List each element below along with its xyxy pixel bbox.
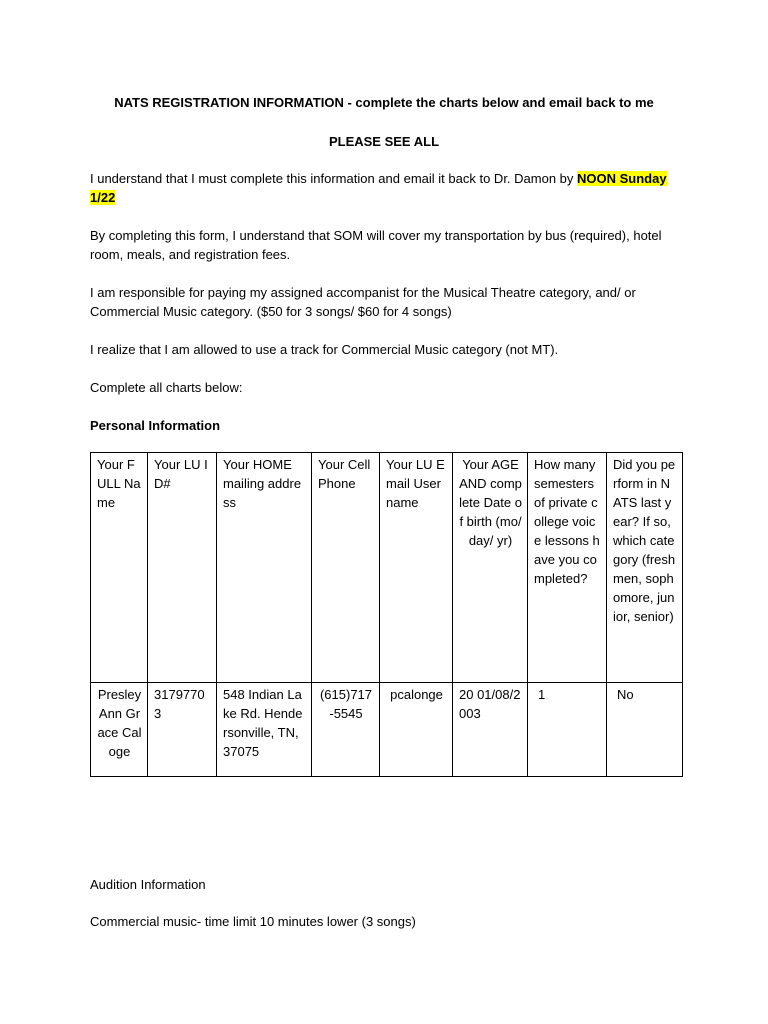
- header-semesters: How many semesters of private college voice lessons have you completed?: [528, 453, 607, 683]
- deadline-highlight: NOON Sunday 1/22: [90, 171, 667, 205]
- coverage-paragraph: By completing this form, I understand that SOM will cover my transportation by bus (required), hotel room, meals, and registration fees.: [90, 228, 662, 262]
- header-full-name: Your FULL Name: [91, 453, 148, 683]
- cell-home-address[interactable]: 548 Indian Lake Rd. Hendersonville, TN, 37075: [217, 683, 312, 777]
- header-nats-last-year: Did you perform in NATS last year? If so, which category (freshmen, sophomore, junior, senior): [607, 453, 683, 683]
- cell-full-name[interactable]: Presley Ann Grace Caloge: [91, 683, 148, 777]
- table-row: [91, 683, 683, 777]
- header-age-dob: Your AGE AND complete Date of birth (mo/ day/ yr): [453, 453, 528, 683]
- deadline-text: I understand that I must complete this information and email it back to Dr. Damon by: [90, 171, 578, 186]
- cell-lu-id[interactable]: 31797703: [148, 683, 217, 777]
- document-title: NATS REGISTRATION INFORMATION - complete the charts below and email back to me: [114, 95, 654, 110]
- document-subtitle: PLEASE SEE ALL: [328, 134, 440, 149]
- accompanist-paragraph: I am responsible for paying my assigned accompanist for the Musical Theatre category, and/ or Commercial Music category. ($50 for 3 songs/ $60 for 4 songs): [90, 285, 636, 319]
- cell-email-username[interactable]: pcalonge: [380, 683, 453, 777]
- personal-info-heading: Personal Information: [90, 418, 221, 433]
- deadline-paragraph: [90, 169, 680, 207]
- commercial-music-line: Commercial music- time limit 10 minutes lower (3 songs): [90, 914, 416, 929]
- track-paragraph: I realize that I am allowed to use a track for Commercial Music category (not MT).: [90, 342, 559, 357]
- header-lu-id: Your LU ID#: [148, 453, 217, 683]
- cell-nats-last-year[interactable]: No: [607, 683, 683, 777]
- audition-info-heading: Audition Information: [90, 877, 206, 892]
- cell-age-dob[interactable]: 20 01/08/2003: [453, 683, 528, 777]
- cell-cell-phone[interactable]: (615)717-5545: [312, 683, 380, 777]
- personal-info-table: [90, 452, 683, 777]
- cell-semesters[interactable]: 1: [528, 683, 607, 777]
- header-home-address: Your HOME mailing address: [217, 453, 312, 683]
- table-header-row: [91, 453, 683, 683]
- instructions-paragraph: Complete all charts below:: [90, 380, 243, 395]
- header-email-username: Your LU Email User name: [380, 453, 453, 683]
- header-cell-phone: Your Cell Phone: [312, 453, 380, 683]
